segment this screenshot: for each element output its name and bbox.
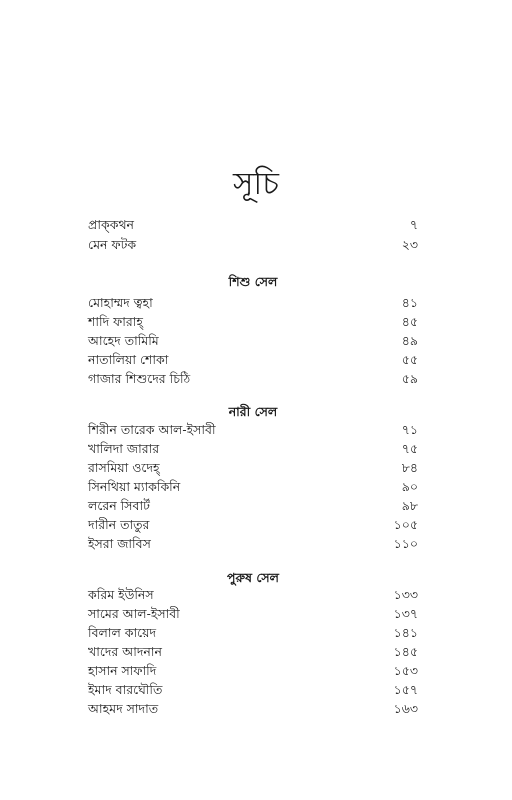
entry-page: ১০৫ <box>393 517 418 532</box>
entry-page: ৮৪ <box>401 460 418 475</box>
entry-page: ২৩ <box>401 237 418 252</box>
entry-name: আহমদ সাদাত <box>88 701 159 716</box>
entry-page: ১৪৫ <box>393 644 418 659</box>
entry-name: মেন ফটক <box>88 237 137 252</box>
entry-page: ১৬৩ <box>393 701 418 716</box>
toc-entry <box>88 295 418 315</box>
entry-page: ৪৯ <box>401 333 418 348</box>
entry-page: ১৪১ <box>393 625 418 640</box>
entry-name: সামের আল-ইসাবী <box>88 606 180 621</box>
entry-name: রাসমিয়া ওদেহ্‌ <box>88 460 160 475</box>
toc-entry <box>88 460 418 480</box>
section-heading: শিশু সেল <box>228 274 278 289</box>
entry-page: ৭১ <box>401 422 418 437</box>
entry-name: খালিদা জারার <box>88 441 160 456</box>
entry-page: ৯০ <box>401 479 418 494</box>
entry-name: খাদের আদনান <box>88 644 162 659</box>
toc-entry <box>88 371 418 391</box>
toc-entry <box>88 682 418 702</box>
entry-name: শাদি ফারাহ্‌ <box>88 314 143 329</box>
entry-name: প্রাক্‌কথন <box>88 217 135 232</box>
entry-page: ১৩৩ <box>393 587 418 602</box>
toc-entry <box>88 663 418 683</box>
page-title: সূচি <box>232 166 280 202</box>
toc-entry <box>88 352 418 372</box>
entry-name: লরেন সিবার্ট <box>88 498 150 513</box>
toc-entry <box>88 644 418 664</box>
toc-entry <box>88 606 418 626</box>
section-heading: নারী সেল <box>228 404 278 419</box>
toc-entry <box>88 701 418 721</box>
entry-page: ১৩৭ <box>393 606 418 621</box>
entry-page: ৫৯ <box>401 371 418 386</box>
entry-name: মোহাম্মদ ত্বহা <box>88 295 153 310</box>
entry-page: ৯৮ <box>401 498 418 513</box>
toc-entry <box>88 479 418 499</box>
entry-name: আহেদ তামিমি <box>88 333 159 348</box>
entry-name: করিম ইউনিস <box>88 587 154 602</box>
entry-page: ১৫৭ <box>393 682 418 697</box>
entry-name: বিলাল কায়েদ <box>88 625 157 640</box>
entry-page: ১১০ <box>393 536 418 551</box>
entry-page: ৪১ <box>401 295 418 310</box>
toc-entry <box>88 625 418 645</box>
entry-name: শিরীন তারেক আল-ইসাবী <box>88 422 216 437</box>
toc-entry <box>88 333 418 353</box>
toc-entry <box>88 536 418 556</box>
entry-page: ৭ <box>409 217 418 232</box>
entry-name: সিনথিয়া ম্যাককিনি <box>88 479 181 494</box>
toc-entry <box>88 587 418 607</box>
entry-page: ৪৫ <box>401 314 418 329</box>
entry-name: ইমাদ বারঘৌতি <box>88 682 163 697</box>
toc-entry <box>88 441 418 461</box>
toc-entry <box>88 237 418 257</box>
entry-name: গাজার শিশুদের চিঠি <box>88 371 191 386</box>
toc-entry <box>88 517 418 537</box>
toc-entry <box>88 422 418 442</box>
toc-entry <box>88 498 418 518</box>
entry-name: হাসান সাফাদি <box>88 663 157 678</box>
toc-entry <box>88 314 418 334</box>
entry-name: দারীন তাতুর <box>88 517 150 532</box>
entry-page: ১৫৩ <box>393 663 418 678</box>
entry-name: ইসরা জাবিস <box>88 536 151 551</box>
entry-page: ৫৫ <box>401 352 418 367</box>
section-heading: পুরুষ সেল <box>227 570 279 585</box>
entry-name: নাতালিয়া শোকা <box>88 352 169 367</box>
entry-page: ৭৫ <box>401 441 418 456</box>
toc-entry <box>88 217 418 237</box>
